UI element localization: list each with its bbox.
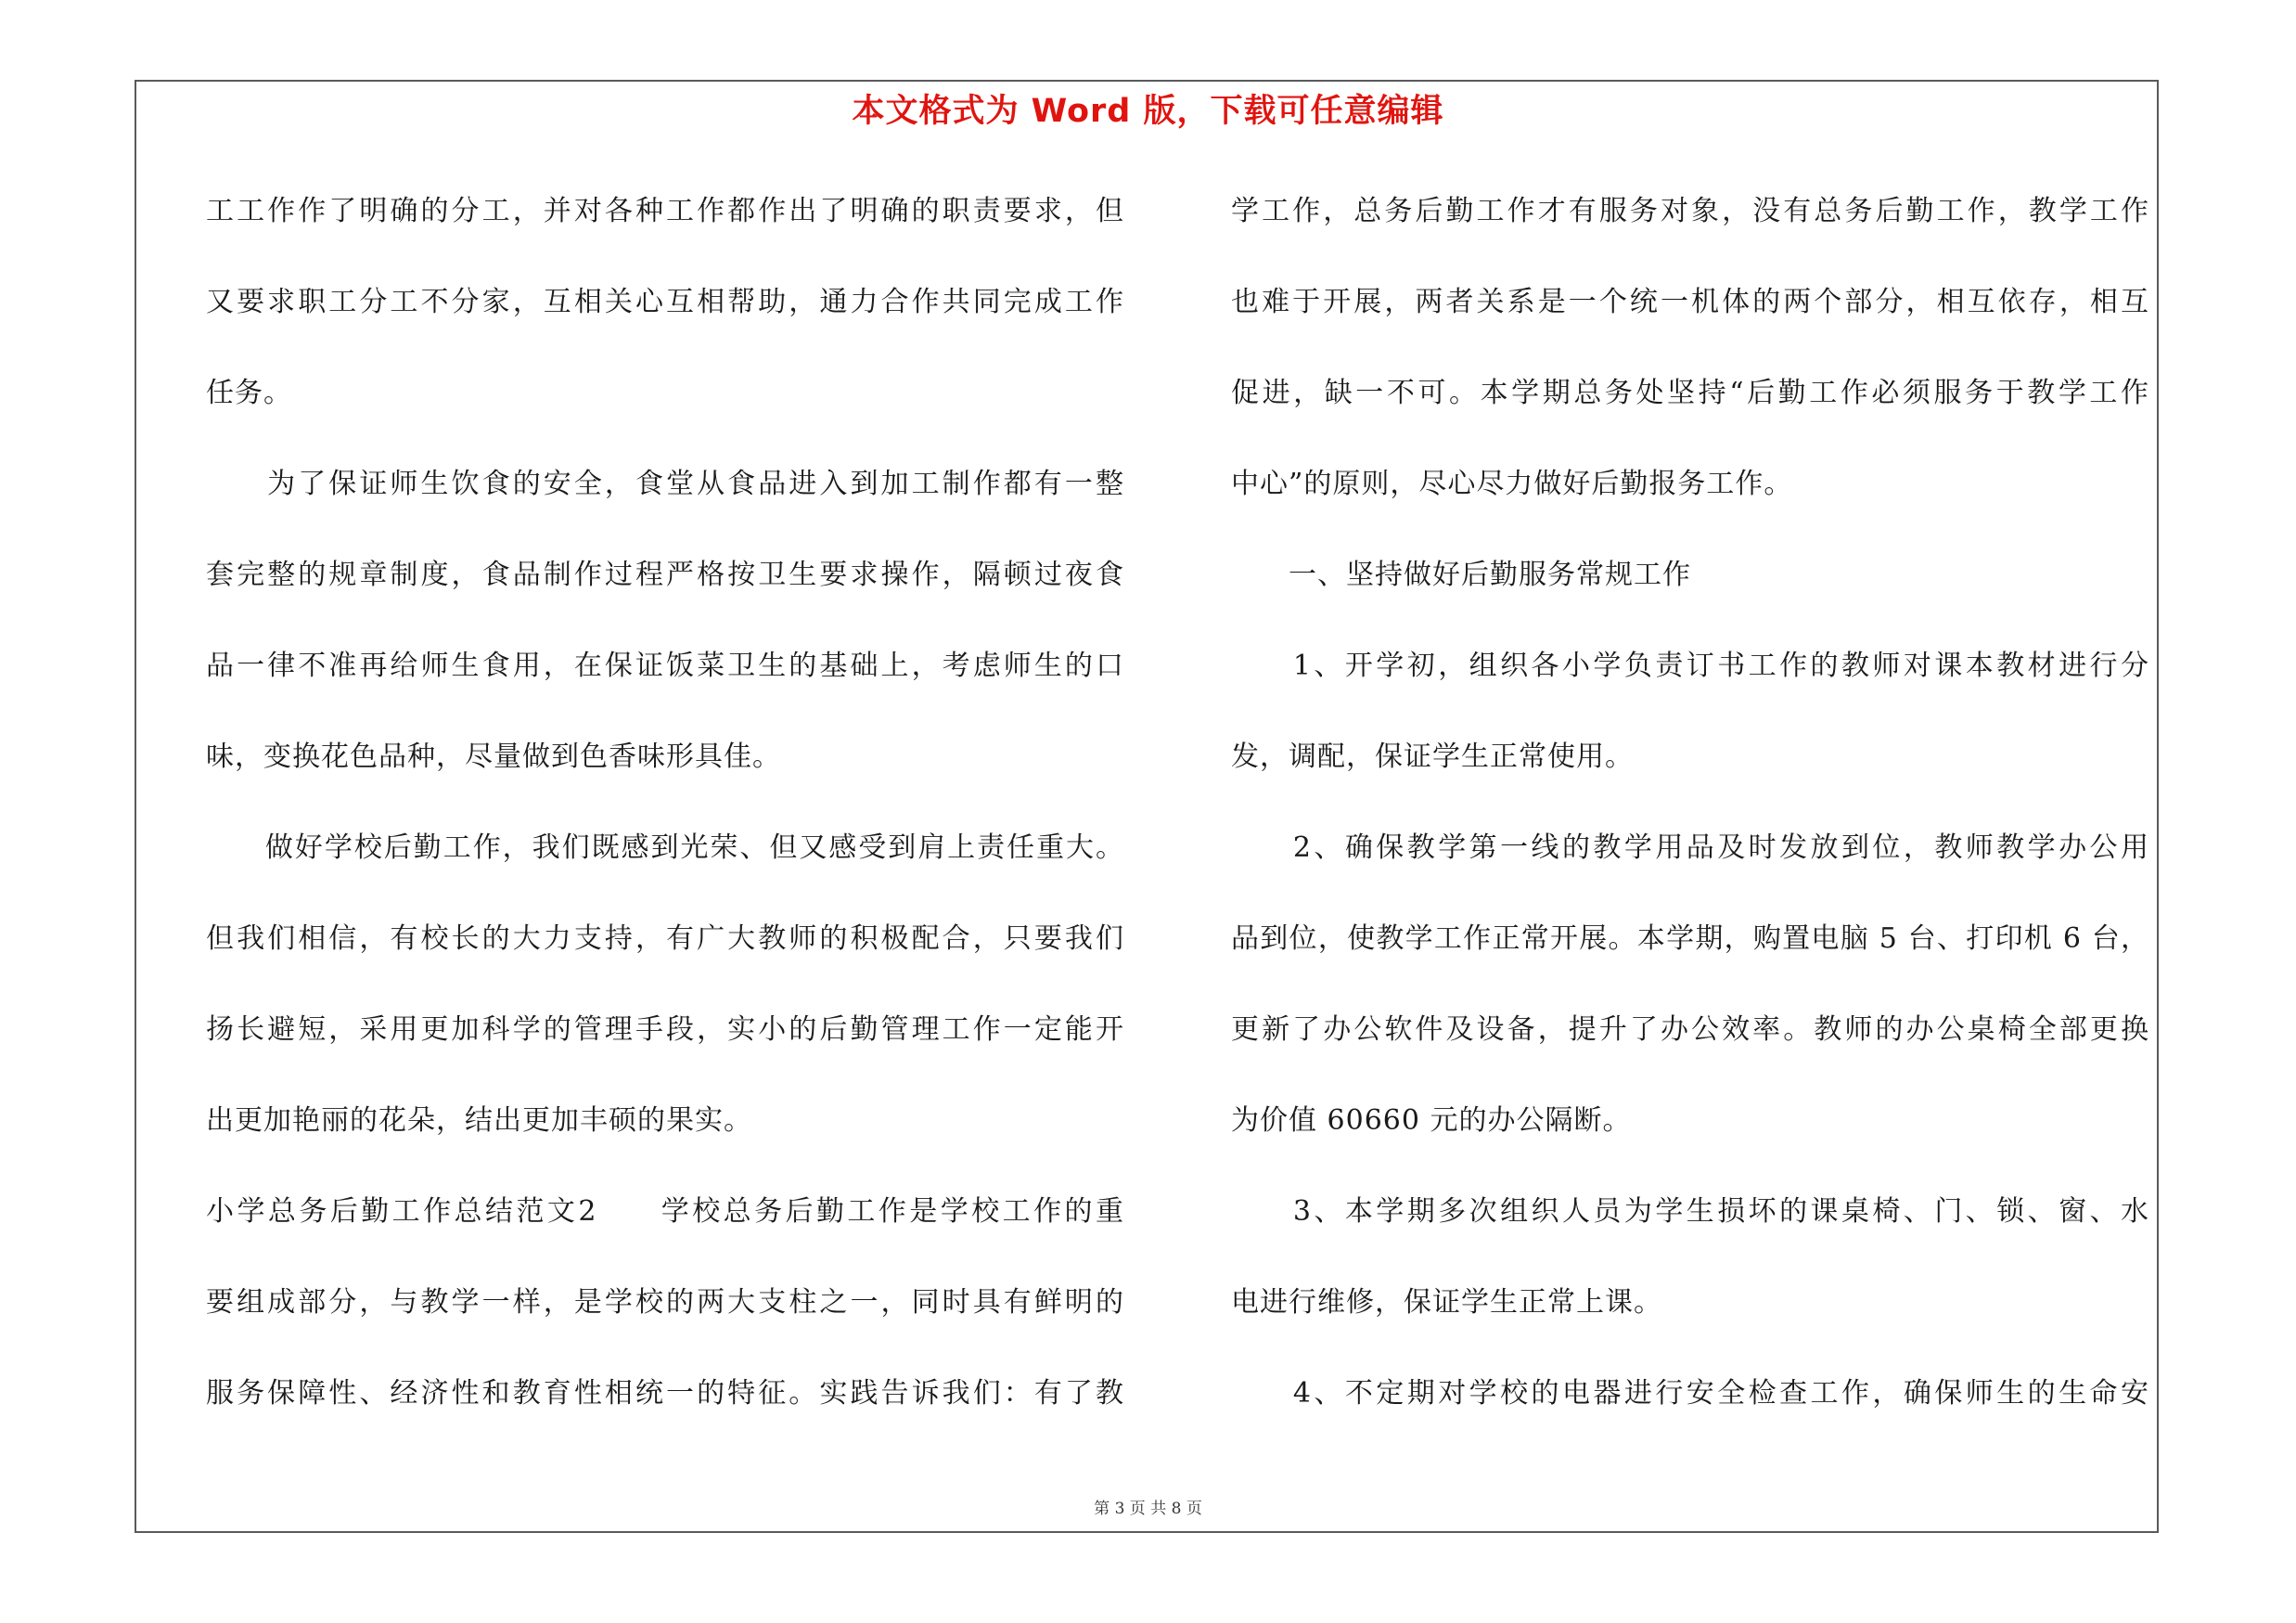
text-line: 1、开学初，组织各小学负责订书工作的教师对课本教材进行分	[1231, 650, 2149, 682]
text-line: 但我们相信，有校长的大力支持，有广大教师的积极配合，只要我们	[206, 922, 1124, 955]
text-line: 为了保证师生饮食的安全，食堂从食品进入到加工制作都有一整	[206, 468, 1124, 500]
text-line: 4、不定期对学校的电器进行安全检查工作，确保师生的生命安	[1231, 1377, 2149, 1410]
text-line: 中心”的原则，尽心尽力做好后勤报务工作。	[1231, 468, 1793, 500]
text-line: 学工作，总务后勤工作才有服务对象，没有总务后勤工作，教学工作	[1231, 195, 2149, 227]
text-line: 出更加艳丽的花朵，结出更加丰硕的果实。	[206, 1104, 752, 1137]
text-line: 发，调配，保证学生正常使用。	[1231, 741, 1634, 773]
word-format-banner: 本文格式为 Word 版，下载可任意编辑	[852, 93, 1444, 130]
text-line: 品一律不准再给师生食用，在保证饭菜卫生的基础上，考虑师生的口	[206, 650, 1124, 682]
left-column	[206, 184, 1124, 1457]
text-line: 为价值 60660 元的办公隔断。	[1231, 1104, 1632, 1137]
text-line: 工工作作了明确的分工，并对各种工作都作出了明确的职责要求，但	[206, 195, 1124, 227]
text-line: 要组成部分，与教学一样，是学校的两大支柱之一，同时具有鲜明的	[206, 1286, 1124, 1319]
text-line: 一、坚持做好后勤服务常规工作	[1231, 559, 1691, 591]
text-line: 3、本学期多次组织人员为学生损坏的课桌椅、门、锁、窗、水	[1231, 1195, 2149, 1228]
text-line: 做好学校后勤工作，我们既感到光荣、但又感受到肩上责任重大。	[206, 831, 1124, 864]
text-line: 2、确保教学第一线的教学用品及时发放到位，教师教学办公用	[1231, 831, 2149, 864]
text-line: 味，变换花色品种，尽量做到色香味形具佳。	[206, 741, 781, 773]
text-line: 套完整的规章制度，食品制作过程严格按卫生要求操作，隔顿过夜食	[206, 559, 1124, 591]
text-line: 品到位，使教学工作正常开展。本学期，购置电脑 5 台、打印机 6 台，	[1231, 922, 2149, 955]
text-line: 服务保障性、经济性和教育性相统一的特征。实践告诉我们：有了教	[206, 1377, 1124, 1410]
page-number-footer: 第 3 页 共 8 页	[1094, 1500, 1202, 1518]
text-line: 又要求职工分工不分家，互相关心互相帮助，通力合作共同完成工作	[206, 286, 1124, 318]
text-line: 促进，缺一不可。本学期总务处坚持“后勤工作必须服务于教学工作	[1231, 377, 2149, 409]
text-line: 也难于开展，两者关系是一个统一机体的两个部分，相互依存，相互	[1231, 286, 2149, 318]
right-column	[1231, 184, 2149, 1457]
text-line: 小学总务后勤工作总结范文2 学校总务后勤工作是学校工作的重	[206, 1195, 1124, 1228]
text-line: 更新了办公软件及设备，提升了办公效率。教师的办公桌椅全部更换	[1231, 1013, 2149, 1046]
text-line: 任务。	[206, 377, 292, 409]
text-line: 扬长避短，采用更加科学的管理手段，实小的后勤管理工作一定能开	[206, 1013, 1124, 1046]
text-line: 电进行维修，保证学生正常上课。	[1231, 1286, 1662, 1319]
